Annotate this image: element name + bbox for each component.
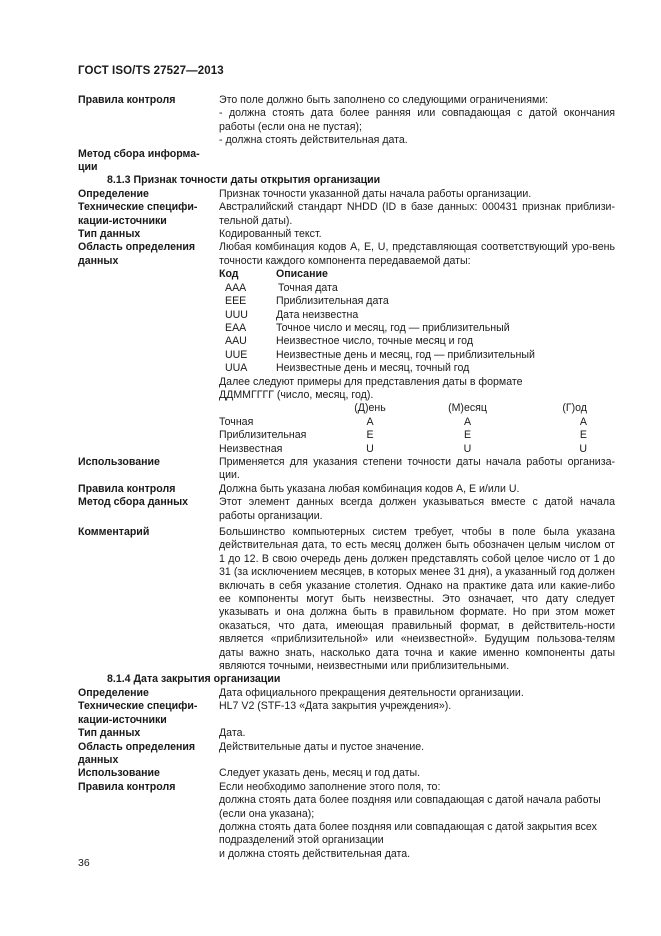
field-label: Правила контроля — [78, 482, 176, 495]
field-value — [219, 94, 615, 148]
field-label: Определение — [78, 686, 149, 699]
field-type — [78, 228, 615, 241]
field-label: Использование — [78, 767, 160, 780]
field-value: Этот элемент данных всегда должен указываться вместе с датой начала работы организации. — [219, 496, 615, 522]
rule-line: и должна стоять действительная дата. — [219, 847, 411, 860]
field-label: Комментарий — [78, 526, 150, 538]
field-value: Дата официального прекращения деятельности организации. — [219, 686, 524, 699]
field-label: Правила контроля — [78, 94, 176, 106]
field-value: HL7 V2 (STF-13 «Дата закрытия учреждения»). — [219, 700, 452, 713]
field-method — [78, 148, 615, 175]
document-header: ГОСТ ISO/TS 27527—2013 — [78, 65, 224, 77]
field-label: Тип данных — [78, 727, 141, 740]
code-row: EEE Приблизительная дата — [225, 295, 389, 308]
field-rules — [78, 483, 615, 496]
field-value: Австралийский стандарт NHDD (ID в базе данных: 000431 признак приблизи-тельной даты). — [219, 201, 615, 227]
field-label: Область определения данных — [78, 740, 196, 766]
field-label: Использование — [78, 455, 160, 468]
field-type — [78, 727, 615, 740]
rule-line: Это поле должно быть заполнено со следующими ограничениями: — [219, 94, 549, 106]
field-domain — [78, 241, 615, 456]
field-comment — [78, 526, 615, 673]
field-method — [78, 496, 615, 523]
field-tech-spec — [78, 201, 615, 228]
field-domain — [78, 741, 615, 768]
field-label: Правила контроля — [78, 780, 176, 793]
section-heading: 8.1.4 Дата закрытия организации — [107, 673, 281, 686]
field-value: Большинство компьютерных систем требует, чтобы в поле была указана действительная дата, то есть месяц должен быть обозначен целым числом от 1 до 12. В свою очередь день должен представлять собой целое число от 1 до 31 (за исключением месяцев, в которых менее 31 дня), а указанный год должен включать в себя указание столетия. Однако на практике дата или какие-либо ее компоненты могут быть неизвестны. Это означает, что дату следует указывать и она должна быть в правильном формате. Но при этом может оказаться, что дата, имеющая правильный формат, в действитель-ности является «приблизительной» или «неизвестной». Будущим пользова-телям даты важно знать, насколько дата точна и какие именно компоненты даты являются точными, неизвестными или приблизительными. — [219, 526, 615, 673]
field-label: Технические специфи-кации-источники — [78, 201, 198, 227]
code-row: UUU Дата неизвестна — [225, 308, 359, 321]
code-row: AAU Неизвестное число, точные месяц и год — [225, 335, 474, 348]
field-label: Область определения данных — [78, 241, 196, 267]
field-label: Технические специфи-кации-источники — [78, 700, 198, 726]
field-definition — [78, 687, 615, 700]
field-usage — [78, 456, 615, 483]
rule-line: должна стоять дата более поздняя или совпадающая с датой закрытия всех подразделений этой организации — [219, 820, 597, 847]
field-value: Следует указать день, месяц и год даты. — [219, 767, 421, 780]
field-rules — [78, 94, 615, 148]
field-label: Определение — [78, 187, 149, 200]
examples-intro: Далее следуют примеры для представления даты в формате ДДММГГГГ (число, месяц, год). — [219, 375, 523, 401]
field-value: Дата. — [219, 727, 246, 740]
field-rules — [78, 781, 615, 861]
field-label: Тип данных — [78, 228, 141, 241]
section-heading: 8.1.3 Признак точности даты открытия организации — [107, 174, 381, 187]
field-value: Признак точности указанной даты начала работы организации. — [219, 187, 532, 200]
code-row: UUE Неизвестные день и месяц, год — приблизительный — [225, 348, 535, 361]
field-value: Должна быть указана любая комбинация кодов А, Е и/или U. — [219, 482, 520, 495]
rule-line: - должна стоять действительная дата. — [219, 134, 408, 147]
document-body — [78, 94, 615, 861]
rule-line: Если необходимо заполнение этого поля, то: — [219, 780, 441, 793]
codes-table — [219, 268, 615, 375]
field-usage — [78, 767, 615, 780]
field-tech-spec — [78, 700, 615, 727]
rule-line: - должна стоять дата более ранняя или совпадающая с датой окончания работы (если она не пустая); — [219, 107, 615, 133]
field-value: Кодированный текст. — [219, 228, 322, 241]
rule-line: должна стоять дата более поздняя или совпадающая с датой начала работы (если она указана); — [219, 794, 601, 820]
field-label: Метод сбора информа-ции — [78, 147, 200, 174]
field-label: Метод сбора данных — [78, 496, 189, 509]
field-value: Применяется для указания степени точности даты начала работы организа-ции. — [219, 455, 615, 482]
codes-header: Код Описание — [219, 268, 328, 281]
code-row: AAA Точная дата — [225, 281, 338, 294]
page-number: 36 — [78, 857, 90, 869]
code-row: EAA Точное число и месяц, год — приблизительный — [225, 321, 510, 334]
field-value: Любая комбинация кодов А, Е, U, представляющая соответствующий уро-вень точности каждого компонента передаваемой даты: — [219, 241, 615, 267]
code-row: UUA Неизвестные день и месяц, точный год — [225, 362, 470, 375]
field-definition — [78, 188, 615, 201]
examples-table: (Д)ень (М)есяц (Г)од Точная A A A Приблизительная E E E Неизвестная U U U — [219, 402, 587, 455]
field-value: Действительные даты и пустое значение. — [219, 740, 425, 753]
